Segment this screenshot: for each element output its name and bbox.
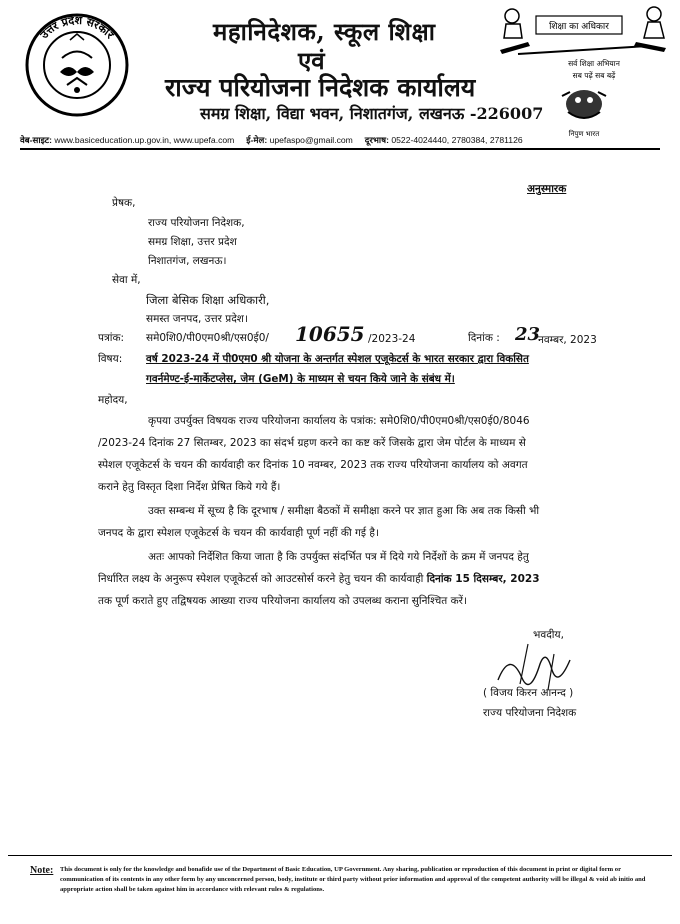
sender-line3: निशातगंज, लखनऊ। (148, 255, 227, 267)
date-label: दिनांक : (468, 332, 500, 344)
phone-value: 0522-4024440, 2780384, 2781126 (391, 135, 523, 145)
email-value[interactable]: upefaspo@gmail.com (269, 135, 353, 145)
emblem-ring-text: उत्तर प्रदेश सरकार (37, 13, 117, 42)
para3-line2-text: निर्धारित लक्ष्य के अनुरूप स्पेशल एजूकेटर्स को आउटसोर्स करने हेतु चयन की कार्यवाही (98, 573, 427, 585)
header-address: समग्र शिक्षा, विद्या भवन, निशातगंज, लखनऊ -226007 (200, 104, 544, 123)
header-title-line2: एवं (298, 46, 325, 75)
para3-line3: तक पूर्ण कराते हुए तद्विषयक आख्या राज्य परियोजना कार्यालय को उपलब्ध कराना सुनिश्चित करें। (98, 595, 467, 607)
closing: भवदीय, (533, 629, 564, 641)
ssa-tagline: सब पढ़ें सब बढ़ें (572, 71, 616, 80)
to-line1: जिला बेसिक शिक्षा अधिकारी, (146, 293, 270, 307)
signatory-name: ( विजय किरन आनन्द ) (483, 687, 574, 699)
para3-line2 (98, 568, 540, 590)
email-label: ई-मेल: (246, 135, 268, 145)
contact-line (20, 134, 660, 146)
sender-line2: समग्र शिक्षा, उत्तर प्रदेश (148, 236, 237, 248)
phone-label: दूरभाष: (364, 135, 389, 145)
header-divider (20, 148, 660, 150)
salutation: महोदय, (98, 394, 128, 406)
rte-caption: शिक्षा का अधिकार (549, 22, 609, 32)
nipun-bharat-caption: निपुण भारत (568, 130, 600, 138)
sender-label: प्रेषक, (112, 197, 136, 209)
para3-deadline: दिनांक 15 दिसम्बर, 2023 (426, 573, 540, 585)
ref-year: /2023-24 (368, 333, 416, 345)
date-day-handwritten: 23 (515, 324, 541, 345)
para3-line1: अतः आपको निर्देशित किया जाता है कि उपर्युक्त संदर्भित पत्र में दिये गये निर्देशों के क्रम में जनपद हेतु (148, 551, 529, 563)
para2-line2: जनपद के द्वारा स्पेशल एजूकेटर्स के चयन की कार्यवाही पूर्ण नहीं की गई है। (98, 527, 379, 539)
svg-text:उत्तर प्रदेश सरकार (37, 13, 117, 42)
web-value[interactable]: www.basiceducation.up.gov.in, www.upefa.com (54, 135, 235, 145)
header-title-line1: महानिदेशक, स्कूल शिक्षा (213, 17, 436, 46)
note-text: This document is only for the knowledge and bonafide use of the Department of Basic Education, UP Government. Any sharing, publication or reproduction of this document in print or digital form or communication of its contents in any other form by any unconcerned person, body, institute or third party without prior information and approval of the competent authority will be illegal & void ab initio and appropriate action shall be taken against him in accordance with relevant rules & regulations. (60, 866, 646, 893)
nipun-bharat-logo (548, 82, 620, 142)
subject-line2: गवर्नमेण्ट-ई-मार्केटप्लेस, जेम (GeM) के माध्यम से चयन किये जाने के संबंध में। (146, 373, 455, 385)
para1-line2: /2023-24 दिनांक 27 सितम्बर, 2023 का संदर्भ ग्रहण करने का कष्ट करें जिसके द्वारा जेम पोर्टल के माध्यम से (98, 437, 526, 449)
subject-label: विषय: (98, 353, 123, 365)
signatory-title: राज्य परियोजना निदेशक (483, 707, 577, 719)
ref-label: पत्रांक: (98, 332, 125, 344)
sender-line1: राज्य परियोजना निदेशक, (148, 217, 245, 229)
note-label: Note: (30, 865, 54, 876)
memo-label: अनुस्मारक (527, 183, 567, 195)
para1-line1: कृपया उपर्युक्त विषयक राज्य परियोजना कार्यालय के पत्रांक: समे0शि0/पी0एम0श्री/एस0ई0/8046 (148, 415, 530, 427)
para1-line3: स्पेशल एजूकेटर्स के चयन की कार्यवाही कर दिनांक 10 नवम्बर, 2023 तक राज्य परियोजना कार्यालय को अवगत (98, 459, 528, 471)
header-title-line3: राज्य परियोजना निदेशक कार्यालय (165, 73, 476, 102)
date-month-year: नवम्बर, 2023 (538, 334, 597, 346)
ssa-caption: सर्व शिक्षा अभियान (568, 59, 620, 68)
to-label: सेवा में, (112, 274, 141, 286)
para2-line1: उक्त सम्बन्ध में सूच्य है कि दूरभाष / समीक्षा बैठकों में समीक्षा करने पर ज्ञात हुआ कि अब तक किसी भी (148, 505, 540, 517)
ref-number-handwritten: 10655 (295, 322, 365, 346)
footer-divider (8, 855, 672, 856)
para1-line4: कराने हेतु विस्तृत दिशा निर्देश प्रेषित किये गये हैं। (98, 481, 281, 493)
sarva-shiksha-abhiyan-logo (498, 2, 668, 84)
subject-line1: वर्ष 2023-24 में पी0एम0 श्री योजना के अन्तर्गत स्पेशल एजूकेटर्स के भारत सरकार द्वारा विकसित (146, 353, 529, 365)
up-government-emblem (22, 10, 132, 120)
ref-value: समे0शि0/पी0एम0श्री/एस0ई0/ (146, 332, 269, 344)
web-label: वेब-साइट: (20, 135, 52, 145)
to-line2: समस्त जनपद, उत्तर प्रदेश। (146, 313, 248, 325)
